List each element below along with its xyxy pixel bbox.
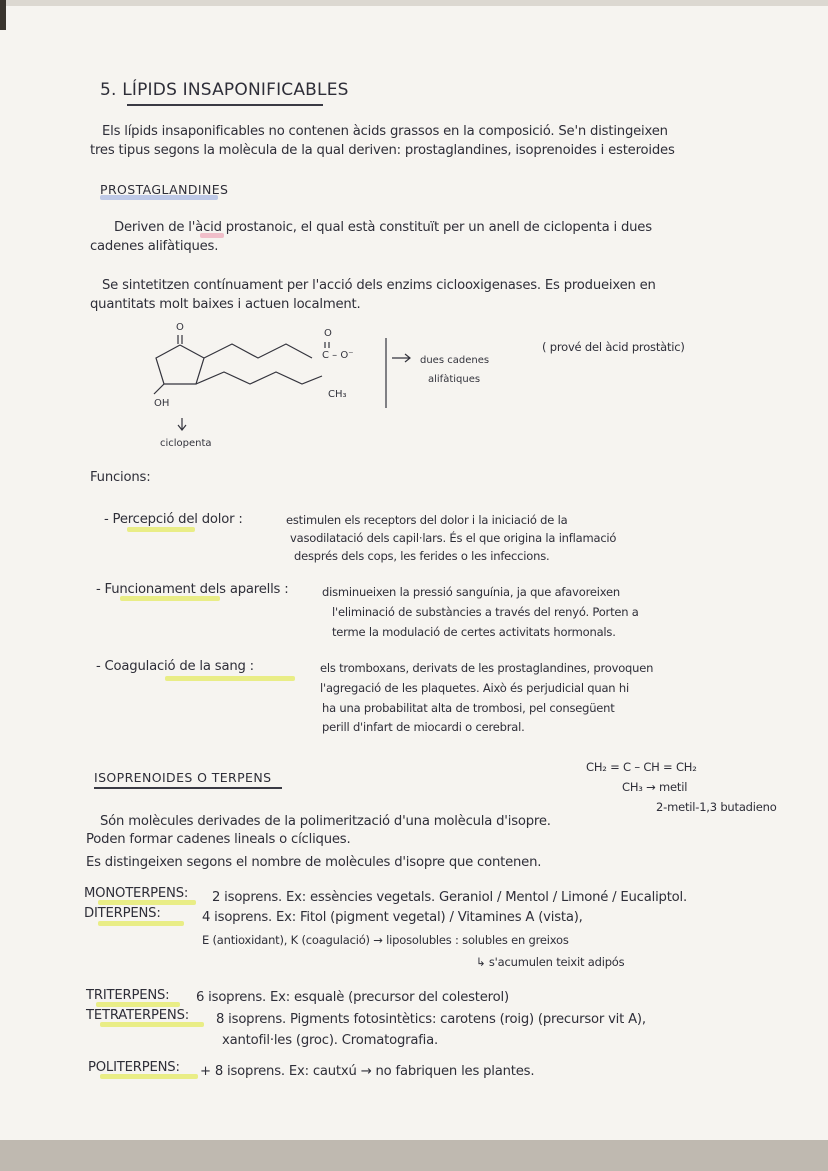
function-name: - Percepció del dolor : (104, 512, 243, 527)
heading-underline (94, 787, 282, 789)
type-name: POLITERPENS: (88, 1060, 180, 1075)
function-line: l'eliminació de substàncies a través del renyó. Porten a (332, 605, 639, 619)
functions-label: Funcions: (90, 470, 151, 485)
oh-bond (154, 384, 164, 394)
function-line: terme la modulació de certes activitats hormonals. (332, 625, 616, 639)
ketone-oxygen-label: O (176, 322, 184, 333)
type-line: E (antioxidant), K (coagulació) → liposolubles : solubles en greixos (202, 933, 569, 947)
hydroxyl-label: OH (154, 398, 170, 409)
prost-p1-line-2: cadenes alifàtiques. (90, 239, 219, 254)
function-line: ha una probabilitat alta de trombosi, pel consegüent (322, 701, 615, 715)
type-line: 8 isoprens. Pigments fotosintètics: carotens (roig) (precursor vit A), (216, 1012, 646, 1027)
type-name: TETRATERPENS: (86, 1008, 189, 1023)
function-highlight (127, 527, 195, 532)
iso-line-1: Són molècules derivades de la polimerització d'una molècula d'isopre. (100, 814, 551, 829)
structure-note: ( prové del àcid prostàtic) (542, 340, 685, 354)
isoprene-formula: CH₂ = C – CH = CH₂ (586, 760, 697, 774)
function-highlight (165, 676, 295, 681)
upper-chain (204, 344, 312, 358)
function-line: els tromboxans, derivats de les prostaglandines, provoquen (320, 661, 654, 675)
function-line: l'agregació de les plaquetes. Això és perjudicial quan hi (320, 681, 629, 695)
function-line: perill d'infart de miocardi o cerebral. (322, 720, 525, 734)
function-name: - Coagulació de la sang : (96, 659, 254, 674)
function-line: disminueixen la pressió sanguínia, ja que afavoreixen (322, 585, 620, 599)
function-name: - Funcionament dels aparells : (96, 582, 289, 597)
page-top-edge (0, 0, 828, 6)
type-line: ↳ s'acumulen teixit adipós (476, 955, 625, 969)
chains-label-2: alifàtiques (428, 374, 481, 385)
methyl-label: CH₃ (328, 389, 347, 400)
type-line: 6 isoprens. Ex: esqualè (precursor del colesterol) (196, 990, 509, 1005)
type-name: MONOTERPENS: (84, 886, 189, 901)
prost-p2-line-2: quantitats molt baixes i actuen localment. (90, 297, 361, 312)
prostanoic-acid-structure (140, 318, 560, 458)
prost-p2-line-1: Se sintetitzen contínuament per l'acció dels enzims ciclooxigenases. Es produeixen en (102, 278, 656, 293)
intro-line-1: Els lípids insaponificables no contenen àcids grassos en la composició. Se'n distingeixen (102, 124, 668, 139)
iso-line-3: Es distingeixen segons el nombre de molècules d'isopre que contenen. (86, 855, 542, 870)
ring-label: ciclopenta (160, 438, 212, 449)
carboxyl-oxygen-label: O (324, 328, 332, 339)
type-line: 2 isoprens. Ex: essències vegetals. Geraniol / Mentol / Limoné / Eucaliptol. (212, 890, 688, 905)
intro-line-2: tres tipus segons la molècula de la qual deriven: prostaglandines, isoprenoides i esteroides (90, 143, 675, 158)
function-line: després dels cops, les ferides o les infeccions. (294, 549, 550, 563)
page-bottom-edge (0, 1140, 828, 1171)
title-underline (127, 104, 323, 106)
page-title: 5. LÍPIDS INSAPONIFICABLES (100, 80, 349, 100)
cyclopentane-ring (156, 345, 204, 384)
type-name: TRITERPENS: (86, 988, 170, 1003)
carboxyl-label: C – O⁻ (322, 350, 354, 361)
function-line: estimulen els receptors del dolor i la iniciació de la (286, 513, 568, 527)
page-corner-mark (0, 0, 6, 30)
section-heading-isoprenoides: ISOPRENOIDES O TERPENS (94, 770, 272, 785)
type-line: + 8 isoprens. Ex: cautxú → no fabriquen les plantes. (200, 1064, 535, 1079)
isoprene-name: 2-metil-1,3 butadieno (656, 800, 777, 814)
type-name: DITERPENS: (84, 906, 161, 921)
iso-line-2: Poden formar cadenes lineals o cícliques. (86, 832, 351, 847)
prost-p1-line-1: Deriven de l'àcid prostanoic, el qual està constituït per un anell de ciclopenta i dues (114, 220, 652, 235)
function-line: vasodilatació dels capil·lars. És el que origina la inflamació (290, 531, 617, 545)
chains-label-1: dues cadenes (420, 355, 490, 366)
type-line: 4 isoprens. Ex: Fitol (pigment vegetal) / Vitamines A (vista), (202, 910, 583, 925)
type-line: xantofil·les (groc). Cromatografia. (222, 1033, 439, 1048)
type-highlight (98, 921, 184, 926)
lower-chain (196, 372, 322, 384)
methyl-note: CH₃ → metil (622, 780, 688, 794)
section-heading-prostaglandines: PROSTAGLANDINES (100, 182, 229, 197)
